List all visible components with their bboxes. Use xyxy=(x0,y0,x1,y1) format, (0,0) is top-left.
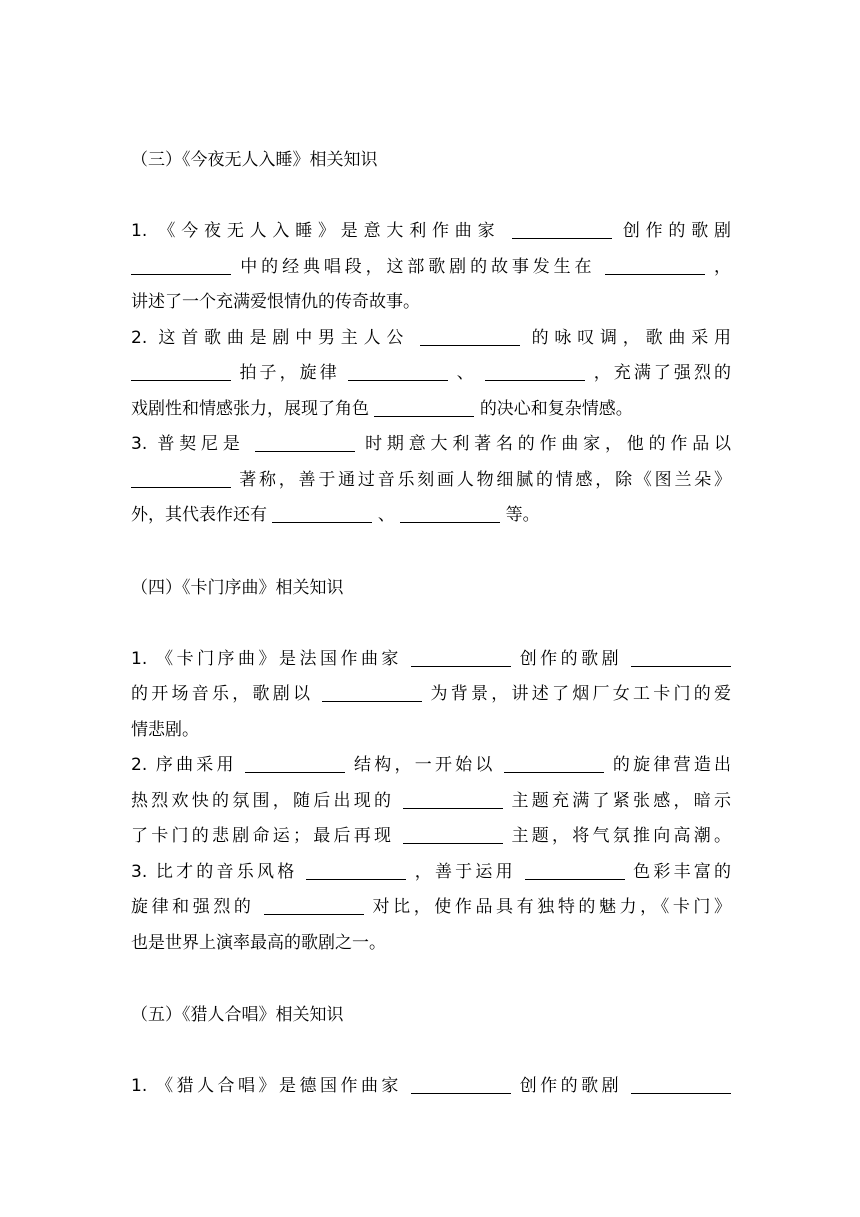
text-segment: 创作的歌剧 xyxy=(519,648,623,669)
text-line xyxy=(131,748,731,784)
text-segment: 、 xyxy=(377,505,395,525)
text-segment: 1. 《猎人合唱》是德国作曲家 xyxy=(131,1076,402,1096)
section-heading-si: （四）《卡门序曲》相关知识 xyxy=(131,577,344,598)
text-segment: ，善于运用 xyxy=(414,861,516,882)
text-line xyxy=(131,463,731,499)
text-segment: 色彩丰富的 xyxy=(633,861,732,882)
text-segment: 3. 普契尼是 xyxy=(131,434,245,454)
text-segment: 1. 《卡门序曲》是法国作曲家 xyxy=(131,648,402,669)
text-segment: 也是世界上演率最高的歌剧之一。 xyxy=(131,932,386,953)
text-segment: 热烈欢快的氛围，随后出现的 xyxy=(131,790,395,811)
fill-blank xyxy=(512,237,612,239)
fill-blank xyxy=(348,379,448,381)
fill-blank xyxy=(605,273,705,275)
text-line xyxy=(131,890,731,926)
section-spacer xyxy=(131,534,731,571)
fill-blank xyxy=(374,415,474,417)
fill-blank xyxy=(264,913,364,915)
text-segment: 旋律和强烈的 xyxy=(131,897,255,917)
text-segment: ，充满了强烈的 xyxy=(593,363,732,383)
fill-blank xyxy=(131,273,231,275)
fill-blank xyxy=(631,1092,731,1094)
text-segment: 的旋律营造出 xyxy=(612,755,732,775)
text-segment: 著称，善于通过音乐刻画人物细腻的情感，除《图兰朵》 xyxy=(239,469,732,490)
text-line xyxy=(131,250,731,286)
text-segment: 1. 《今夜无人入睡》是意大利作曲家 xyxy=(131,221,501,241)
text-segment: 创作的歌剧 xyxy=(622,221,732,241)
text-line xyxy=(131,784,731,820)
fill-blank xyxy=(272,521,372,523)
text-segment: 的决心和复杂情感。 xyxy=(479,398,633,419)
text-segment: 讲述了一个充满爱恨情仇的传奇故事。 xyxy=(131,292,420,312)
document-body xyxy=(131,143,731,1105)
fill-blank xyxy=(420,344,520,346)
text-segment: 主题充满了紧张感，暗示 xyxy=(511,790,732,811)
text-segment: 的咏叹调，歌曲采用 xyxy=(531,327,731,348)
fill-blank xyxy=(255,450,355,452)
text-line xyxy=(131,392,731,428)
text-segment: 了卡门的悲剧命运；最后再现 xyxy=(131,826,395,846)
text-line xyxy=(131,1069,731,1105)
fill-blank xyxy=(411,665,511,667)
text-segment: 2. 这首歌曲是剧中男主人公 xyxy=(131,327,410,348)
text-segment: 的开场音乐，歌剧以 xyxy=(131,684,314,704)
text-segment: 外，其代表作还有 xyxy=(131,505,267,525)
text-line xyxy=(131,498,731,534)
text-segment: ， xyxy=(714,256,732,277)
section-spacer xyxy=(131,177,731,214)
fill-blank xyxy=(131,486,231,488)
text-line xyxy=(131,855,731,891)
text-line xyxy=(131,356,731,392)
text-segment: 2. 序曲采用 xyxy=(131,755,237,775)
section-spacer xyxy=(131,1032,731,1069)
fill-blank xyxy=(403,807,503,809)
text-line xyxy=(131,285,731,321)
text-segment: 对比，使作品具有独特的魅力，《卡门》 xyxy=(372,897,732,917)
section-spacer xyxy=(131,605,731,642)
text-segment: 拍子，旋律 xyxy=(239,363,340,383)
section-heading-wu: （五）《猎人合唱》相关知识 xyxy=(131,1005,344,1025)
fill-blank xyxy=(631,665,731,667)
text-line xyxy=(131,214,731,250)
text-segment: 情悲剧。 xyxy=(131,719,199,740)
fill-blank xyxy=(411,1092,511,1094)
text-line xyxy=(131,427,731,463)
fill-blank xyxy=(485,379,585,381)
fill-blank xyxy=(245,771,345,773)
section-spacer xyxy=(131,961,731,998)
text-segment: 创作的歌剧 xyxy=(519,1076,623,1096)
fill-blank xyxy=(131,379,231,381)
text-line xyxy=(131,819,731,855)
text-line xyxy=(131,926,731,962)
text-line xyxy=(131,321,731,357)
section-heading-san: （三）《今夜无人入睡》相关知识 xyxy=(131,150,378,170)
text-segment: 时期意大利著名的作曲家，他的作品以 xyxy=(365,434,732,454)
text-line xyxy=(131,713,731,749)
text-line xyxy=(131,642,731,678)
text-segment: 结构，一开始以 xyxy=(354,755,496,775)
fill-blank xyxy=(504,771,604,773)
text-segment: 、 xyxy=(456,363,477,383)
text-segment: 主题，将气氛推向高潮。 xyxy=(511,826,732,846)
text-segment: 中的经典唱段，这部歌剧的故事发生在 xyxy=(240,256,596,277)
text-segment: 为背景，讲述了烟厂女工卡门的爱 xyxy=(430,684,732,704)
fill-blank xyxy=(322,700,422,702)
text-segment: 等。 xyxy=(505,505,540,525)
text-segment: 戏剧性和情感张力，展现了角色 xyxy=(131,398,369,419)
fill-blank xyxy=(403,842,503,844)
fill-blank xyxy=(525,878,625,880)
fill-blank xyxy=(400,521,500,523)
text-line xyxy=(131,677,731,713)
text-segment: 3. 比才的音乐风格 xyxy=(131,861,298,882)
fill-blank xyxy=(306,878,406,880)
